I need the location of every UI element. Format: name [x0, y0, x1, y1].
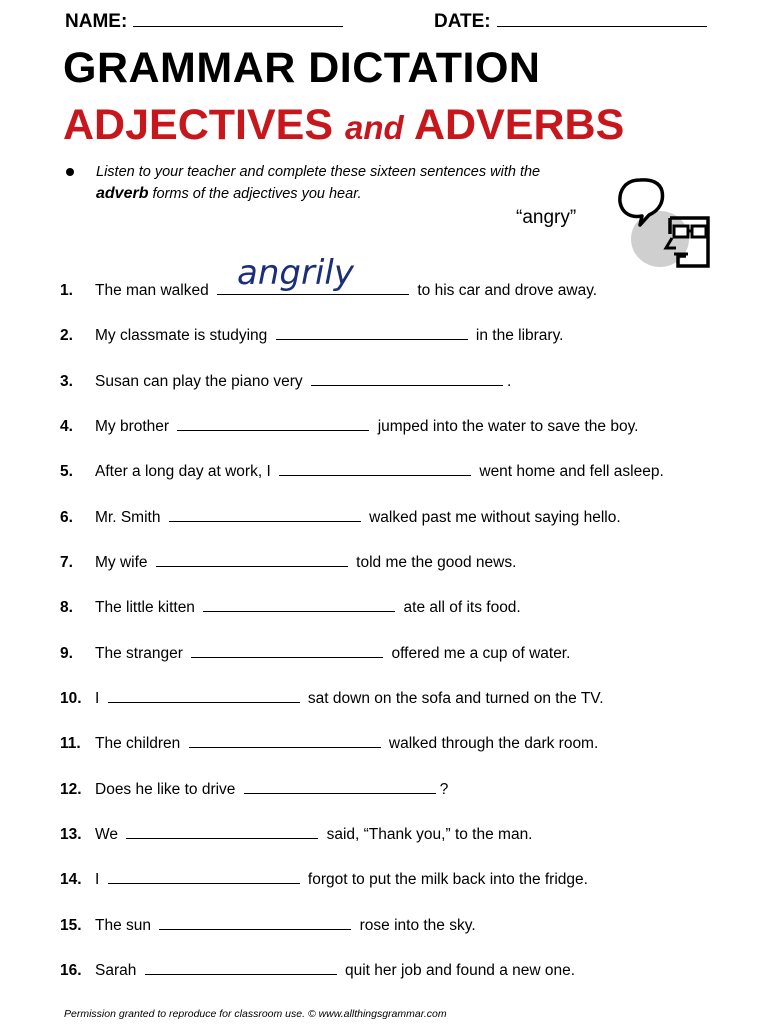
page-title: GRAMMAR DICTATION — [63, 44, 541, 92]
sentence-before: My wife — [95, 554, 152, 572]
instructions-part2: forms of the adjectives you hear. — [148, 186, 362, 202]
answer-blank[interactable] — [108, 685, 300, 703]
sentence-after: in the library. — [471, 327, 564, 345]
item-number: 2. — [60, 327, 73, 345]
item-number: 3. — [60, 372, 73, 390]
answer-blank[interactable] — [108, 866, 300, 884]
left-lens — [674, 226, 688, 237]
item-number: 4. — [60, 418, 73, 436]
item-number: 14. — [60, 871, 82, 889]
sentence-item — [60, 866, 664, 911]
sentence-before: The stranger — [95, 644, 188, 662]
answer-blank[interactable] — [276, 322, 468, 340]
sentence-before: After a long day at work, I — [95, 463, 276, 481]
name-line[interactable] — [133, 10, 343, 27]
name-field[interactable] — [65, 10, 343, 33]
sentence-before: The little kitten — [95, 599, 200, 617]
sentence-item — [60, 413, 664, 458]
sentence-item — [60, 368, 664, 413]
item-number: 10. — [60, 690, 82, 708]
instructions-part1: Listen to your teacher and complete these sixteen sentences with the — [96, 164, 541, 180]
answer-blank[interactable] — [159, 912, 351, 930]
sentence-after: rose into the sky. — [355, 916, 476, 934]
sentence-before: Mr. Smith — [95, 508, 165, 526]
sentence-after: said, “Thank you,” to the man. — [322, 826, 533, 844]
answer-blank[interactable] — [244, 776, 436, 794]
sentence-item — [60, 549, 664, 594]
subtitle-adjectives: ADJECTIVES — [63, 101, 345, 149]
sentence-after: offered me a cup of water. — [387, 644, 571, 662]
subtitle-and: and — [344, 109, 404, 146]
answer-blank[interactable] — [217, 253, 409, 295]
date-field[interactable] — [434, 10, 707, 33]
item-number: 16. — [60, 962, 82, 980]
item-number: 13. — [60, 826, 82, 844]
sentence-item — [60, 322, 664, 367]
sentence-before: The sun — [95, 916, 156, 934]
instructions — [96, 162, 546, 205]
item-number: 1. — [60, 282, 73, 299]
sentence-before: Sarah — [95, 962, 141, 980]
sentence-after: sat down on the sofa and turned on the TV. — [303, 690, 604, 708]
footer-copyright: Permission granted to reproduce for classroom use. © www.allthingsgrammar.com — [64, 1008, 447, 1020]
sentence-before: I — [95, 871, 104, 889]
answer-blank[interactable] — [191, 640, 383, 658]
answer-blank[interactable] — [126, 821, 318, 839]
date-line[interactable] — [497, 10, 707, 27]
sentence-after: ? — [439, 780, 449, 798]
right-lens — [692, 226, 706, 237]
instructions-emphasis: adverb — [96, 185, 149, 202]
sentence-item — [60, 957, 664, 1002]
answer-blank[interactable] — [145, 957, 337, 975]
item-number: 15. — [60, 916, 82, 934]
item-number: 7. — [60, 554, 73, 572]
item-number: 6. — [60, 508, 73, 526]
sentence-item — [60, 685, 664, 730]
sentence-before: I — [95, 690, 104, 708]
sentence-before: Susan can play the piano very — [95, 372, 307, 390]
answer-blank[interactable] — [189, 730, 381, 748]
answer-blank[interactable] — [311, 368, 503, 386]
sentence-after: ate all of its food. — [399, 599, 521, 617]
handwritten-answer: angrily — [237, 253, 354, 293]
speaking-person-icon — [616, 176, 716, 268]
item-number: 9. — [60, 644, 73, 662]
sentence-item — [60, 821, 664, 866]
sentence-item — [60, 504, 664, 549]
sentence-after: quit her job and found a new one. — [340, 962, 576, 980]
bullet-icon — [66, 168, 74, 176]
sentence-before: My brother — [95, 418, 174, 436]
sentence-item — [60, 640, 664, 685]
sentence-item — [60, 253, 664, 322]
sentence-item — [60, 776, 664, 821]
sentence-item — [60, 458, 664, 503]
answer-blank[interactable] — [177, 413, 369, 431]
sentence-after: told me the good news. — [351, 554, 517, 572]
answer-blank[interactable] — [203, 594, 395, 612]
answer-blank[interactable] — [279, 458, 471, 476]
item-number: 5. — [60, 463, 73, 481]
answer-blank[interactable] — [156, 549, 348, 567]
sentence-list — [60, 253, 664, 1003]
sentence-after: to his car and drove away. — [413, 282, 598, 299]
subtitle-adverbs: ADVERBS — [403, 101, 625, 149]
item-number: 8. — [60, 599, 73, 617]
sentence-before: The children — [95, 735, 185, 753]
name-label: NAME: — [65, 11, 128, 32]
page-subtitle — [63, 101, 624, 150]
sentence-before: We — [95, 826, 123, 844]
sentence-item — [60, 594, 664, 639]
date-label: DATE: — [434, 11, 491, 32]
sentence-before: My classmate is studying — [95, 327, 272, 345]
sentence-item — [60, 912, 664, 957]
sentence-after: forgot to put the milk back into the fridge. — [303, 871, 588, 889]
sentence-after: walked through the dark room. — [384, 735, 599, 753]
example-word: “angry” — [516, 207, 577, 228]
sentence-before: Does he like to drive — [95, 780, 240, 798]
sentence-after: jumped into the water to save the boy. — [373, 418, 639, 436]
answer-blank[interactable] — [169, 504, 361, 522]
item-number: 11. — [60, 735, 81, 753]
item-number: 12. — [60, 780, 82, 798]
sentence-after: walked past me without saying hello. — [364, 508, 621, 526]
sentence-before: The man walked — [95, 282, 214, 299]
sentence-after: went home and fell asleep. — [475, 463, 664, 481]
sentence-item — [60, 730, 664, 775]
sentence-after: . — [506, 372, 512, 390]
